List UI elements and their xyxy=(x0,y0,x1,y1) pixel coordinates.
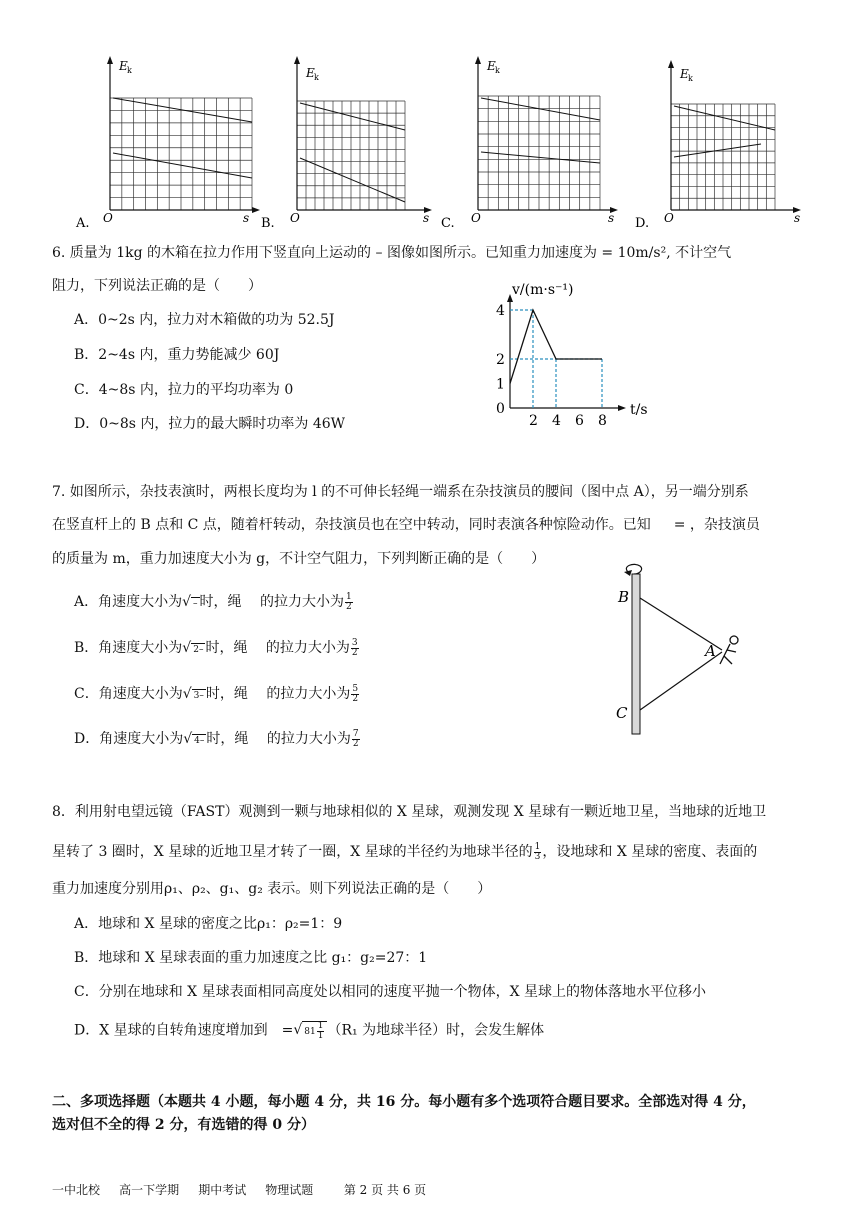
svg-text:O: O xyxy=(664,211,674,225)
svg-text:k: k xyxy=(495,66,500,75)
svg-text:s: s xyxy=(423,211,430,225)
y-tick-label: 1 xyxy=(496,376,505,393)
q5-graph-d xyxy=(635,60,801,231)
q6-option-d: D．0~8s 内，拉力的最大瞬时功率为 46W xyxy=(74,416,346,432)
origin-label: O xyxy=(103,211,113,225)
y-axis-label: E xyxy=(119,59,128,73)
svg-text:C.: C. xyxy=(441,216,455,231)
graph-grid xyxy=(110,98,252,210)
footer-exam: 期中考试 xyxy=(198,1183,247,1197)
q6-stem-line2: 阻力，下列说法正确的是（ ） xyxy=(52,278,262,294)
q7-option-b: B．角速度大小为√ 2– 时，绳 的拉力大小为 $\frac{3}{2}$ xyxy=(74,637,358,658)
chart-tick-labels xyxy=(496,303,607,429)
x-tick-label: 2 xyxy=(529,413,538,429)
svg-text:s: s xyxy=(608,211,615,225)
svg-text:k: k xyxy=(127,66,132,75)
svg-text:D.: D. xyxy=(635,216,650,231)
q6-option-b: B．2~4s 内，重力势能减少 60J xyxy=(74,347,280,363)
q8-option-a: A．地球和 X 星球的密度之比ρ₁：ρ₂=1：9 xyxy=(74,916,343,932)
y-tick-label: 2 xyxy=(496,352,505,368)
svg-text:O: O xyxy=(290,211,300,225)
q8-stem-line3: 重力加速度分别用ρ₁、ρ₂、g₁、g₂ 表示。则下列说法正确的是（ ） xyxy=(52,881,492,897)
chart-series-line xyxy=(510,310,602,384)
q5-graph-c xyxy=(441,56,618,231)
svg-text:E: E xyxy=(487,59,496,73)
x-tick-label: 6 xyxy=(575,413,584,429)
q6-vt-chart xyxy=(470,272,670,432)
q7-figure xyxy=(600,560,760,740)
q5-graph-b xyxy=(261,56,432,231)
svg-text:E: E xyxy=(306,66,315,80)
q8-option-c: C．分别在地球和 X 星球表面相同高度处以相同的速度平抛一个物体，X 星球上的物体落地水平位移小 xyxy=(74,984,706,1000)
q7-stem-line3: 的质量为 m，重力加速度大小为 g，不计空气阻力，下列判断正确的是（ ） xyxy=(52,551,546,567)
point-a-label: A xyxy=(705,642,716,660)
q6-option-c: C．4~8s 内，拉力的平均功率为 0 xyxy=(74,382,294,398)
section2-heading-line2: 选对但不全的得 2 分，有选错的得 0 分） xyxy=(52,1117,315,1133)
option-letter: A. xyxy=(76,216,90,231)
svg-text:k: k xyxy=(314,73,319,82)
vertical-pole xyxy=(632,574,640,734)
q8-stem-line2: 星转了 3 圈时，X 星球的近地卫星才转了一圈，X 星球的半径约为地球半径的 $\frac{1}{3}$ ，设地球和 X 星球的密度、表面的 xyxy=(52,841,758,862)
q8-option-d: D．X 星球的自转角速度增加到 =√ 81 $\frac{1}{1}$ （R₁ 为地球半径）时，会发生解体 xyxy=(74,1021,545,1041)
footer-page: 第 2 页 共 6 页 xyxy=(343,1183,427,1197)
q7-stem-line1: 7. 如图所示，杂技表演时，两根长度均为 l 的不可伸长轻绳一端系在杂技演员的腰间（图中点 A），另一端分别系 xyxy=(52,484,749,500)
section2-heading-line1: 二、多项选择题（本题共 4 小题，每小题 4 分，共 16 分。每小题有多个选项符合题目要求。全部选对得 4 分， xyxy=(52,1094,756,1110)
q7-stem-line2: 在竖直杆上的 B 点和 C 点，随着杆转动，杂技演员也在空中转动，同时表演各种惊险动作。已知 = ，杂技演员 xyxy=(52,517,760,533)
svg-text:E: E xyxy=(680,67,689,81)
q6-option-a: A．0~2s 内，拉力对木箱做的功为 52.5J xyxy=(74,312,335,328)
x-tick-label: 4 xyxy=(552,413,561,429)
q8-option-b: B．地球和 X 星球表面的重力加速度之比 g₁：g₂=27：1 xyxy=(74,950,428,966)
svg-text:s: s xyxy=(794,211,801,225)
q6-stem-line1: 6. 质量为 1kg 的木箱在拉力作用下竖直向上运动的 – 图像如图所示。已知重力加速度为 = 10m/s², 不计空气 xyxy=(52,245,732,261)
svg-text:B.: B. xyxy=(261,216,275,231)
x-tick-label: 8 xyxy=(598,413,607,429)
chart-ylabel: v/(m·s⁻¹) xyxy=(512,282,574,298)
acrobat-figure xyxy=(720,636,738,664)
footer-grade: 高一下学期 xyxy=(119,1183,180,1197)
q7-option-c: C．角速度大小为√ 3– 时，绳 的拉力大小为 $\frac{5}{2}$ xyxy=(74,683,359,704)
y-tick-label: 0 xyxy=(496,401,505,417)
q8-stem-line1: 8．利用射电望远镜（FAST）观测到一颗与地球相似的 X 星球，观测发现 X 星球有一颗近地卫星，当地球的近地卫 xyxy=(52,804,767,820)
q7-option-a: A．角速度大小为√ – 时，绳 的拉力大小为 $\frac{1}{2}$ xyxy=(74,591,352,612)
q5-graph-a xyxy=(75,56,260,231)
q7-option-d: D．角速度大小为√ 4– 时，绳 的拉力大小为 $\frac{7}{2}$ xyxy=(74,728,359,749)
q5-graphs xyxy=(0,50,868,235)
point-b-label: B xyxy=(618,588,630,606)
footer-subject: 物理试题 xyxy=(265,1183,314,1197)
chart-xlabel: t/s xyxy=(630,402,648,418)
svg-text:k: k xyxy=(688,74,693,83)
svg-text:O: O xyxy=(471,211,481,225)
x-axis-label: s xyxy=(243,211,250,225)
page-footer xyxy=(52,1181,426,1198)
y-tick-label: 4 xyxy=(496,303,505,319)
footer-school: 一中北校 xyxy=(52,1183,101,1197)
point-c-label: C xyxy=(616,704,628,722)
